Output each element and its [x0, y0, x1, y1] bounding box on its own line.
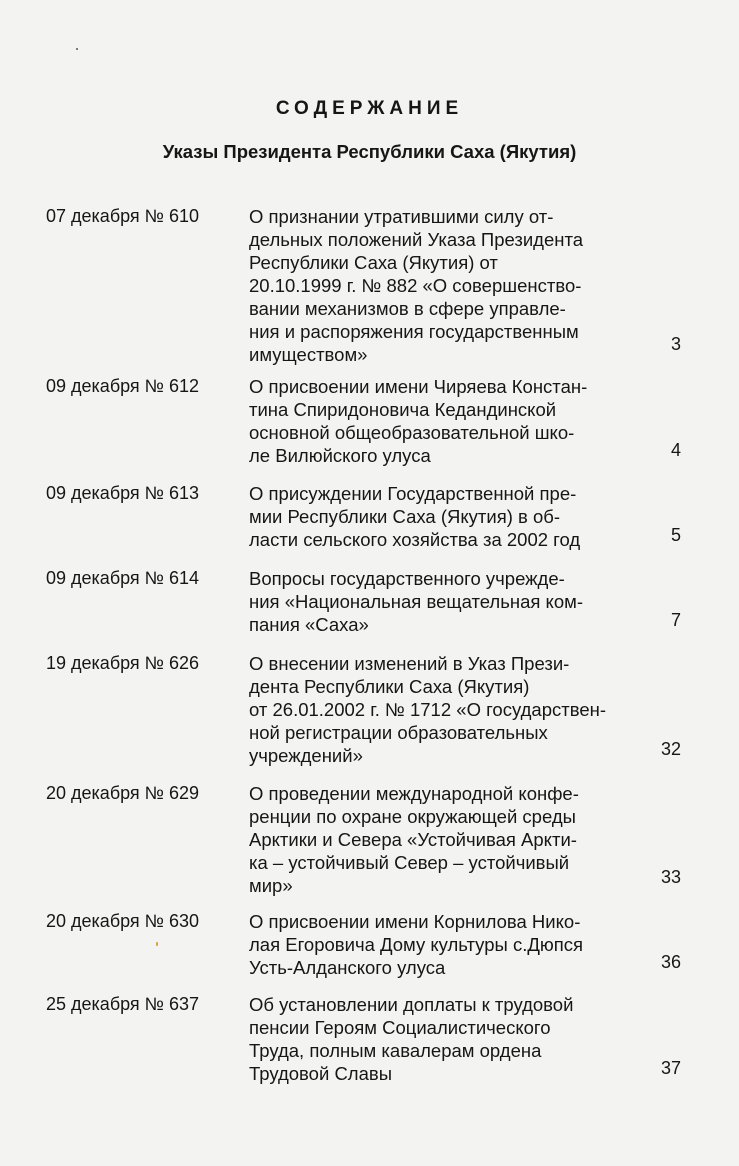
- entry-date: 20 декабря № 630: [46, 911, 200, 931]
- entry-title-line: пенсии Героям Социалистического: [249, 1017, 551, 1038]
- entry-title-line: Трудовой Славы: [249, 1063, 393, 1084]
- entry-title-line: О присуждении Государственной пре-: [249, 483, 577, 504]
- entry-page-number: 37: [660, 1058, 681, 1078]
- entry-page-number: 36: [660, 952, 681, 972]
- entry-title: [249, 205, 583, 366]
- entry-title: [249, 652, 606, 767]
- entry-title-line: Арктики и Севера «Устойчивая Аркти-: [249, 829, 577, 850]
- entry-title: [249, 910, 583, 979]
- entry-title-line: Труда, полным кавалерам ордена: [249, 1040, 542, 1061]
- entry-title-line: О признании утратившими силу от-: [249, 206, 554, 227]
- entry-date: 19 декабря № 626: [46, 653, 200, 673]
- entry-title-line: ния и распоряжения государственным: [249, 321, 579, 342]
- entry-title-line: пания «Саха»: [249, 614, 369, 635]
- entry-title-line: ния «Национальная вещательная ком-: [249, 591, 583, 612]
- entry-title-line: дельных положений Указа Президента: [249, 229, 584, 250]
- entry-page-number: 4: [670, 440, 681, 460]
- entry-title-line: О внесении изменений в Указ Прези-: [249, 653, 570, 674]
- entry-title-line: вании механизмов в сфере управле-: [249, 298, 566, 319]
- entry-title-line: учреждений»: [249, 745, 363, 766]
- entry-title-line: О присвоении имени Чиряева Констан-: [249, 376, 588, 397]
- entry-title-line: ле Вилюйского улуса: [249, 445, 431, 466]
- entry-date: 09 декабря № 614: [46, 568, 200, 588]
- entry-title-line: ной регистрации образовательных: [249, 722, 548, 743]
- entry-title-line: ренции по охране окружающей среды: [249, 806, 576, 827]
- entry-date: 09 декабря № 613: [46, 483, 200, 503]
- entry-title-line: ласти сельского хозяйства за 2002 год: [249, 529, 581, 550]
- entry-title-line: мии Республики Саха (Якутия) в об-: [249, 506, 561, 527]
- entry-title: [249, 993, 573, 1085]
- entry-page-number: 3: [670, 334, 681, 354]
- entry-title-line: 20.10.1999 г. № 882 «О совершенство-: [249, 275, 582, 296]
- entry-title: [249, 375, 587, 467]
- entry-title-line: Об установлении доплаты к трудовой: [249, 994, 574, 1015]
- entry-title-line: О присвоении имени Корнилова Нико-: [249, 911, 581, 932]
- scan-speck: [156, 942, 158, 946]
- entry-title-line: ка – устойчивый Север – устойчивый: [249, 852, 570, 873]
- entry-page-number: 33: [660, 867, 681, 887]
- scan-speck: [76, 48, 78, 50]
- entry-title-line: О проведении международной конфе-: [249, 783, 579, 804]
- entry-title-line: имуществом»: [249, 344, 368, 365]
- entry-title-line: дента Республики Саха (Якутия): [249, 676, 530, 697]
- entry-title: [249, 567, 583, 636]
- entry-title: [249, 482, 580, 551]
- entry-title-line: основной общеобразовательной шко-: [249, 422, 575, 443]
- entry-title-line: лая Егоровича Дому культуры с.Дюпся: [249, 934, 584, 955]
- page-title: СОДЕРЖАНИЕ: [275, 98, 464, 119]
- entry-page-number: 32: [660, 739, 681, 759]
- entry-title-line: от 26.01.2002 г. № 1712 «О государствен-: [249, 699, 606, 720]
- entry-page-number: 5: [670, 525, 681, 545]
- entry-date: 07 декабря № 610: [46, 206, 200, 226]
- entry-title-line: тина Спиридоновича Кедандинской: [249, 399, 557, 420]
- entry-title-line: Республики Саха (Якутия) от: [249, 252, 498, 273]
- entry-date: 09 декабря № 612: [46, 376, 200, 396]
- entry-title-line: мир»: [249, 875, 293, 896]
- entry-title-line: Вопросы государственного учрежде-: [249, 568, 565, 589]
- entry-page-number: 7: [670, 610, 681, 630]
- entry-title: [249, 782, 579, 897]
- entry-date: 25 декабря № 637: [46, 994, 200, 1014]
- entry-date: 20 декабря № 629: [46, 783, 200, 803]
- section-subtitle: Указы Президента Республики Саха (Якутия): [162, 141, 577, 162]
- entry-title-line: Усть-Алданского улуса: [249, 957, 446, 978]
